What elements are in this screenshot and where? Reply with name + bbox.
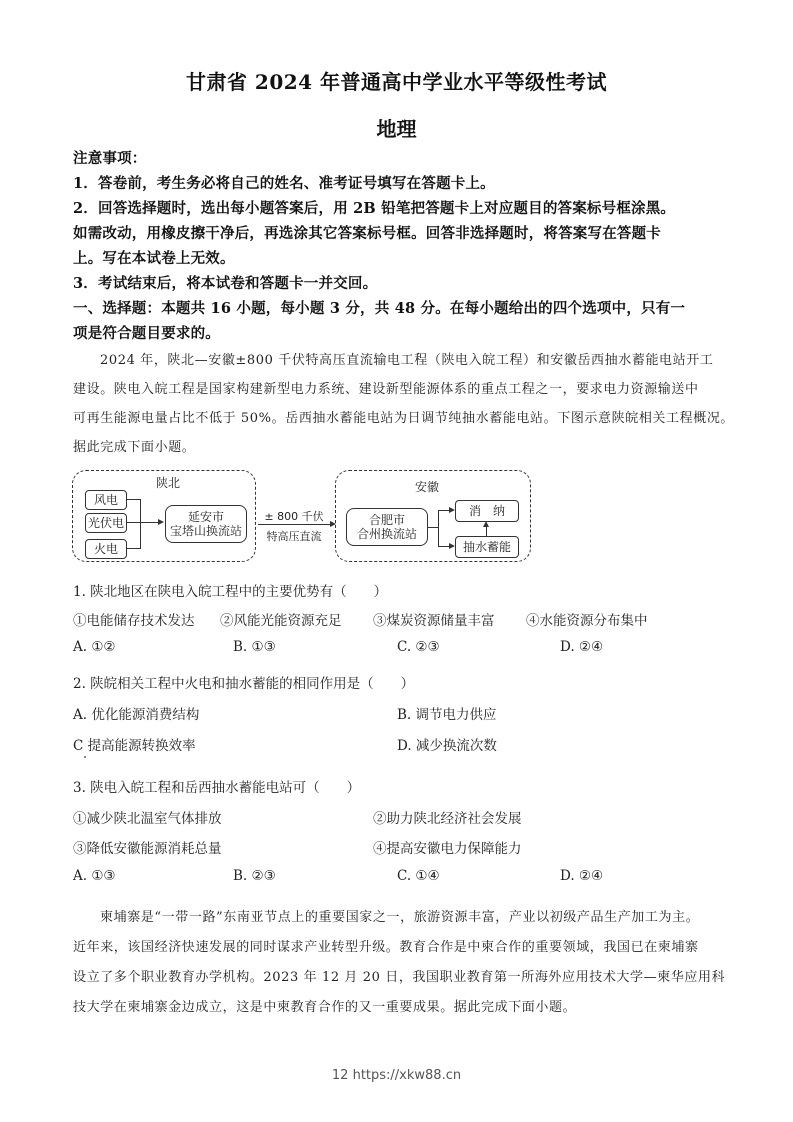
pumped-storage-box: 抽水蓄能 xyxy=(455,536,519,558)
passage1-line3: 可再生能源电量占比不低于 50%。岳西抽水蓄能电站为日调节纯抽水蓄能电站。下图示意陕皖相关工程概况。 xyxy=(73,411,735,426)
q2-option-b[interactable]: B. 调节电力供应 xyxy=(397,707,497,723)
arrow-right-icon xyxy=(158,519,164,525)
region-shaanbei-label: 陕北 xyxy=(156,476,181,490)
stray-mark xyxy=(84,756,86,758)
q1-option-d[interactable]: D. ②④ xyxy=(560,639,604,655)
passage2-line1: 柬埔寨是“一带一路”东南亚节点上的重要国家之一，旅游资源丰富，产业以初级产品生产加工为主。 xyxy=(100,910,700,925)
connector xyxy=(126,522,158,523)
passage2-line2: 近年来，该国经济快速发展的同时谋求产业转型升级。教育合作是中柬合作的重要领域，我国已在柬埔寨 xyxy=(73,940,699,955)
source-solar: 光伏电 xyxy=(85,513,127,533)
notice-heading: 注意事项： xyxy=(73,150,147,167)
q3-option-b[interactable]: B. ②③ xyxy=(233,868,276,884)
passage1-line4: 据此完成下面小题。 xyxy=(73,440,196,455)
power-transmission-diagram xyxy=(72,468,532,566)
connector xyxy=(126,548,140,549)
question-2-stem: 2. 陕皖相关工程中火电和抽水蓄能的相同作用是（ ） xyxy=(73,676,415,692)
arrow-up-icon xyxy=(483,521,489,527)
q1-option-a[interactable]: A. ①② xyxy=(73,639,116,655)
q3-statement-2: ②助力陕北经济社会发展 xyxy=(373,811,522,827)
q3-option-a[interactable]: A. ①③ xyxy=(73,868,116,884)
q1-option-c[interactable]: C. ②③ xyxy=(397,639,440,655)
hefei-city-label: 合肥市 xyxy=(368,513,405,527)
section-heading-line1: 一、选择题：本题共 16 小题，每小题 3 分，共 48 分。在每小题给出的四个选项中，只有一 xyxy=(73,300,686,317)
connector xyxy=(438,510,439,546)
q1-option-b[interactable]: B. ①③ xyxy=(233,639,276,655)
subject-title: 地理 xyxy=(376,117,417,141)
q3-option-d[interactable]: D. ②④ xyxy=(560,868,604,884)
q3-statement-3: ③降低安徽能源消耗总量 xyxy=(73,841,222,857)
notice-item-2-end: 上。写在本试卷上无效。 xyxy=(73,250,235,267)
passage1-line2: 建设。陕电入皖工程是国家构建新型电力系统、建设新型能源体系的重点工程之一，要求电力资源输送中 xyxy=(73,382,699,397)
consumption-box: 消 纳 xyxy=(455,500,519,522)
yanan-city-label: 延安市 xyxy=(187,510,224,524)
question-1-stem: 1. 陕北地区在陕电入皖工程中的主要优势有（ ） xyxy=(73,584,388,600)
notice-item-1: 1．答卷前，考生务必将自己的姓名、准考证号填写在答题卡上。 xyxy=(73,175,495,192)
connector xyxy=(428,527,438,528)
yanan-converter-station xyxy=(165,505,247,543)
notice-item-2-cont: 如需改动，用橡皮擦干净后，再选涂其它答案标号框。回答非选择题时，将答案写在答题卡 xyxy=(73,225,661,242)
uhvdc-line xyxy=(258,524,330,525)
notice-item-3: 3．考试结束后，将本试卷和答题卡一并交回。 xyxy=(73,275,378,292)
voltage-label: ± 800 千伏 xyxy=(264,510,324,523)
q1-statement-2: ②风能光能资源充足 xyxy=(220,613,342,629)
notice-item-2: 2．回答选择题时，选出每小题答案后，用 2B 铅笔把答题卡上对应题目的答案标号框涂黑。 xyxy=(73,200,676,217)
q3-statement-4: ④提高安徽电力保障能力 xyxy=(373,841,522,857)
connector xyxy=(140,499,141,549)
q1-statement-4: ④水能资源分布集中 xyxy=(526,613,648,629)
hezhou-station-label: 合州换流站 xyxy=(356,527,417,541)
q1-statement-3: ③煤炭资源储量丰富 xyxy=(373,613,495,629)
q2-option-c[interactable]: C 提高能源转换效率 xyxy=(73,738,196,754)
q3-statement-1: ①减少陕北温室气体排放 xyxy=(73,811,222,827)
passage2-line4: 技大学在柬埔寨金边成立，这是中柬教育合作的又一重要成果。据此完成下面小题。 xyxy=(73,1000,577,1015)
source-thermal: 火电 xyxy=(85,539,127,559)
q2-option-d[interactable]: D. 减少换流次数 xyxy=(397,738,497,754)
passage1-line1: 2024 年，陕北—安徽±800 千伏特高压直流输电工程（陕电入皖工程）和安徽岳西抽水蓄能电站开工 xyxy=(100,353,714,368)
q2-option-a[interactable]: A. 优化能源消费结构 xyxy=(73,707,200,723)
uhvdc-label: 特高压直流 xyxy=(266,530,322,543)
connector xyxy=(486,526,487,536)
q3-option-c[interactable]: C. ①④ xyxy=(397,868,440,884)
passage2-line3: 设立了多个职业教育办学机构。2023 年 12 月 20 日，我国职业教育第一所海外应用技术大学—柬华应用科 xyxy=(73,970,726,985)
hefei-converter-station xyxy=(346,508,428,546)
source-wind: 风电 xyxy=(85,490,127,510)
q1-statement-1: ①电能储存技术发达 xyxy=(73,613,195,629)
region-anhui-label: 安徽 xyxy=(415,480,440,494)
page-footer: 12 https://xkw88.cn xyxy=(331,1068,462,1083)
section-heading-line2: 项是符合题目要求的。 xyxy=(73,325,220,342)
question-3-stem: 3. 陕电入皖工程和岳西抽水蓄能电站可（ ） xyxy=(73,780,361,796)
baotashan-station-label: 宝塔山换流站 xyxy=(169,524,242,538)
connector xyxy=(126,499,140,500)
exam-title: 甘肃省 2024 年普通高中学业水平等级性考试 xyxy=(185,70,608,94)
